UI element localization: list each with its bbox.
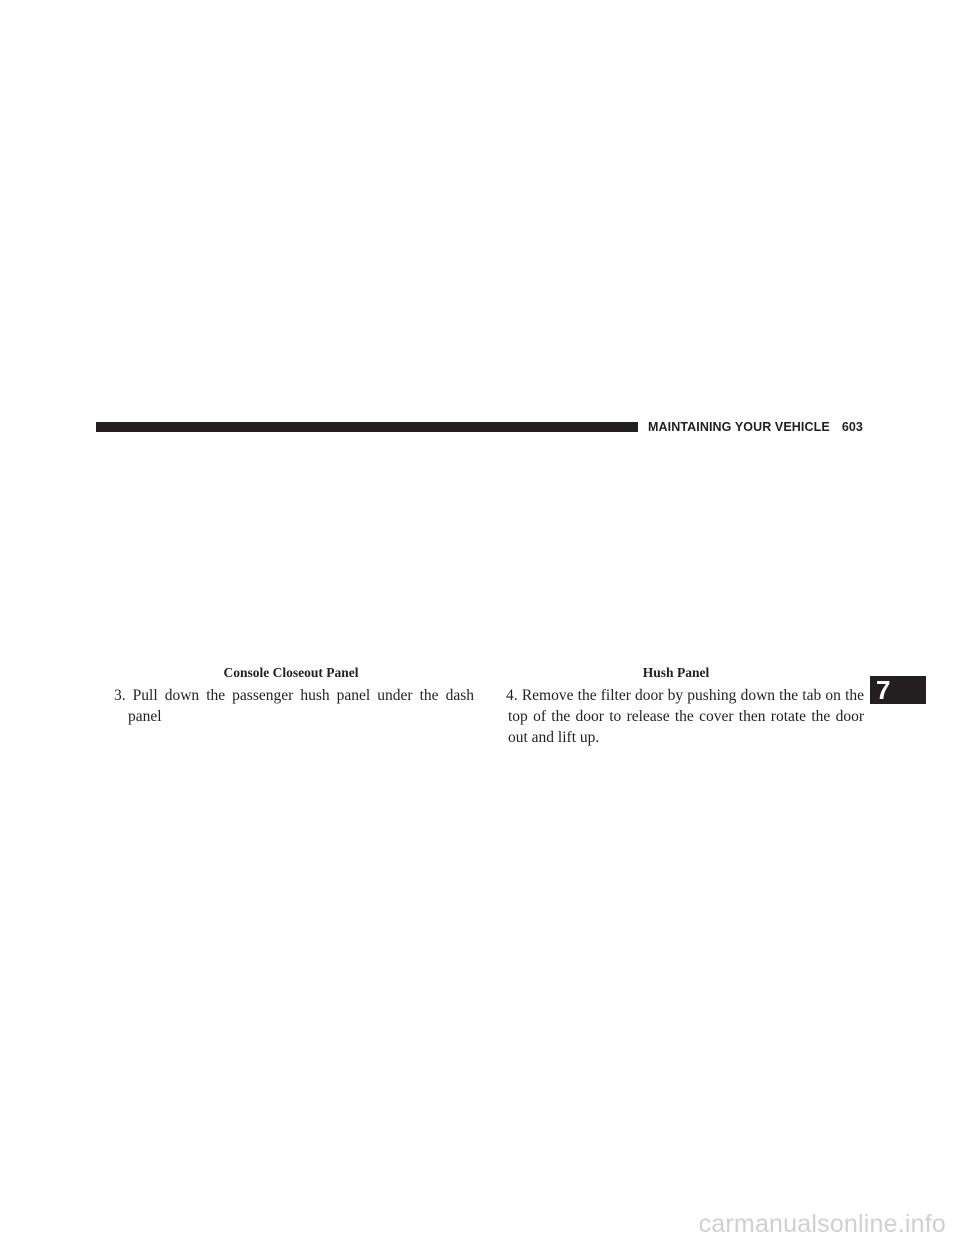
step-3-number: 3. [114, 687, 126, 704]
running-header [648, 418, 863, 436]
step-3-body: Pull down the passenger hush panel under the dash panel [128, 687, 474, 725]
section-title: MAINTAINING YOUR VEHICLE [648, 420, 830, 434]
figure-caption-hush-panel: Hush Panel [642, 665, 710, 680]
step-4 [486, 685, 864, 748]
step-3-text [96, 685, 474, 727]
chapter-tab: 7 [870, 676, 926, 704]
site-watermark: carmanualsonline.info [698, 1210, 946, 1238]
page-number: 603 [841, 420, 863, 434]
step-4-number: 4. [506, 687, 518, 704]
step-3 [96, 685, 474, 727]
step-4-text [486, 685, 864, 748]
figure-caption-console-closeout-panel: Console Closeout Panel [223, 665, 359, 680]
step-4-body: Remove the filter door by pushing down the tab on the top of the door to release the cover then rotate the door out and lift up. [508, 687, 865, 746]
header-rule [96, 422, 638, 432]
